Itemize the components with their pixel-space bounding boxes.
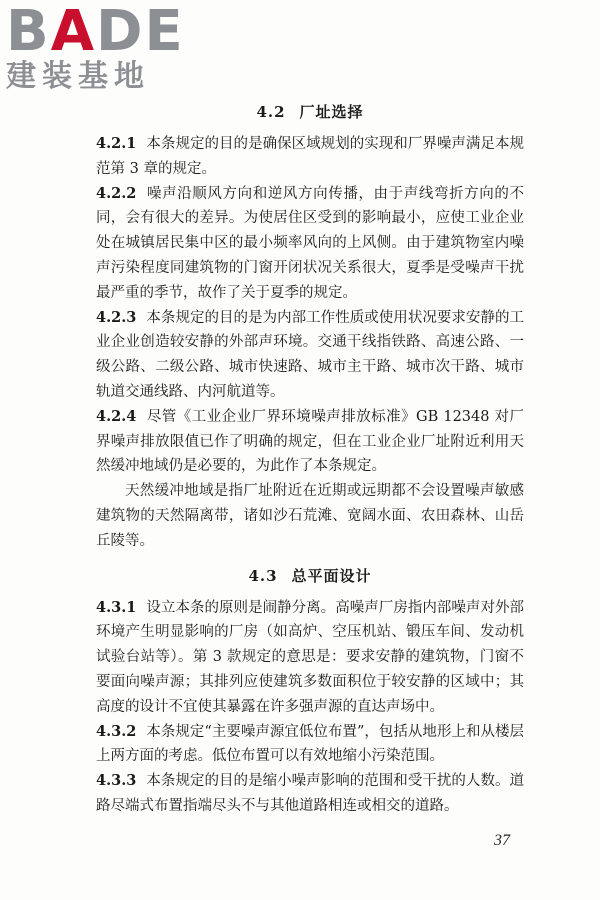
clause-text: 本条规定的目的是为内部工作性质或使用状况要求安静的工业企业创造较安静的外部声环境。交通干线指铁路、高速公路、一级公路、二级公路、城市快速路、城市主干路、城市次干路、城市轨道交通线路、内河航道等。 (96, 309, 524, 400)
logo-letter-a: A (50, 0, 97, 64)
section-title: 总平面设计 (291, 566, 372, 585)
clause-4-3-3 (96, 769, 524, 819)
clause-text: 尽管《工业企业厂界环境噪声排放标准》GB 12348 对厂界噪声排放限值已作了明确的规定，但在工业企业厂址附近利用天然缓冲地域仍是必要的，为此作了本条规定。 (96, 408, 524, 475)
logo-latin-text (6, 2, 186, 62)
clause-text: 本条规定“主要噪声源宜低位布置”，包括从地形上和从楼层上两方面的考虑。低位布置可以有效地缩小污染范围。 (96, 723, 524, 765)
page-number: 37 (494, 832, 510, 849)
clause-number: 4.2.1 (96, 135, 137, 152)
section-heading-4-2 (96, 100, 524, 124)
clause-text: 本条规定的目的是确保区域规划的实现和厂界噪声满足本规范第 3 章的规定。 (96, 136, 524, 177)
document-body (96, 100, 524, 819)
clause-text: 本条规定的目的是缩小噪声影响的范围和受干扰的人数。道路尽端式布置指端尽头不与其他道路相连或相交的道路。 (96, 773, 524, 814)
clause-text: 噪声沿顺风方向和逆风方向传播，由于声线弯折方向的不同，会有很大的差异。为使居住区受到的影响最小，应使工业企业处在城镇居民集中区的最小频率风向的上风侧。由于建筑物室内噪声污染程度同建筑物的门窗开闭状况关系很大，夏季是受噪声干扰最严重的季节，故作了关于夏季的规定。 (96, 185, 524, 301)
logo-letter-d: D (96, 0, 145, 64)
clause-number: 4.3.2 (96, 722, 137, 740)
clause-4-2-4 (96, 405, 524, 479)
clause-number: 4.2.3 (96, 308, 137, 326)
clause-4-2-2 (96, 182, 524, 306)
section-heading-4-3 (96, 564, 524, 588)
logo-letter-e: E (144, 0, 185, 64)
section-gap (96, 554, 524, 564)
section-number: 4.2 (256, 103, 286, 121)
clause-number: 4.3.3 (96, 772, 137, 790)
bade-logo (6, 2, 186, 94)
clause-4-2-1 (96, 132, 524, 182)
clause-4-3-2 (96, 720, 524, 770)
logo-cjk-text: 建装基地 (6, 59, 150, 94)
paragraph-buffer-zone: 天然缓冲地域是指厂址附近在近期或远期都不会设置噪声敏感建筑物的天然隔离带，诸如沙石荒滩、宽阔水面、农田森林、山岳丘陵等。 (96, 483, 524, 549)
section-title: 厂址选择 (299, 103, 364, 121)
logo-letter-b: B (6, 0, 51, 64)
section-number: 4.3 (248, 566, 278, 585)
clause-text: 设立本条的原则是闹静分离。高噪声厂房指内部噪声对外部环境产生明显影响的厂房（如高炉、空压机站、锻压车间、发动机试验台站等）。第 3 款规定的意思是：要求安静的建筑物，门窗不要面向噪声源；其排列应使建筑多数面积位于较安静的区域中；其高度的设计不宜使其暴露在许多强声源的直达声场中。 (96, 599, 524, 715)
clause-number: 4.2.4 (96, 407, 137, 425)
clause-number: 4.3.1 (96, 598, 137, 616)
clause-4-3-1 (96, 596, 524, 720)
clause-number: 4.2.2 (96, 184, 137, 202)
clause-4-2-3 (96, 306, 524, 405)
